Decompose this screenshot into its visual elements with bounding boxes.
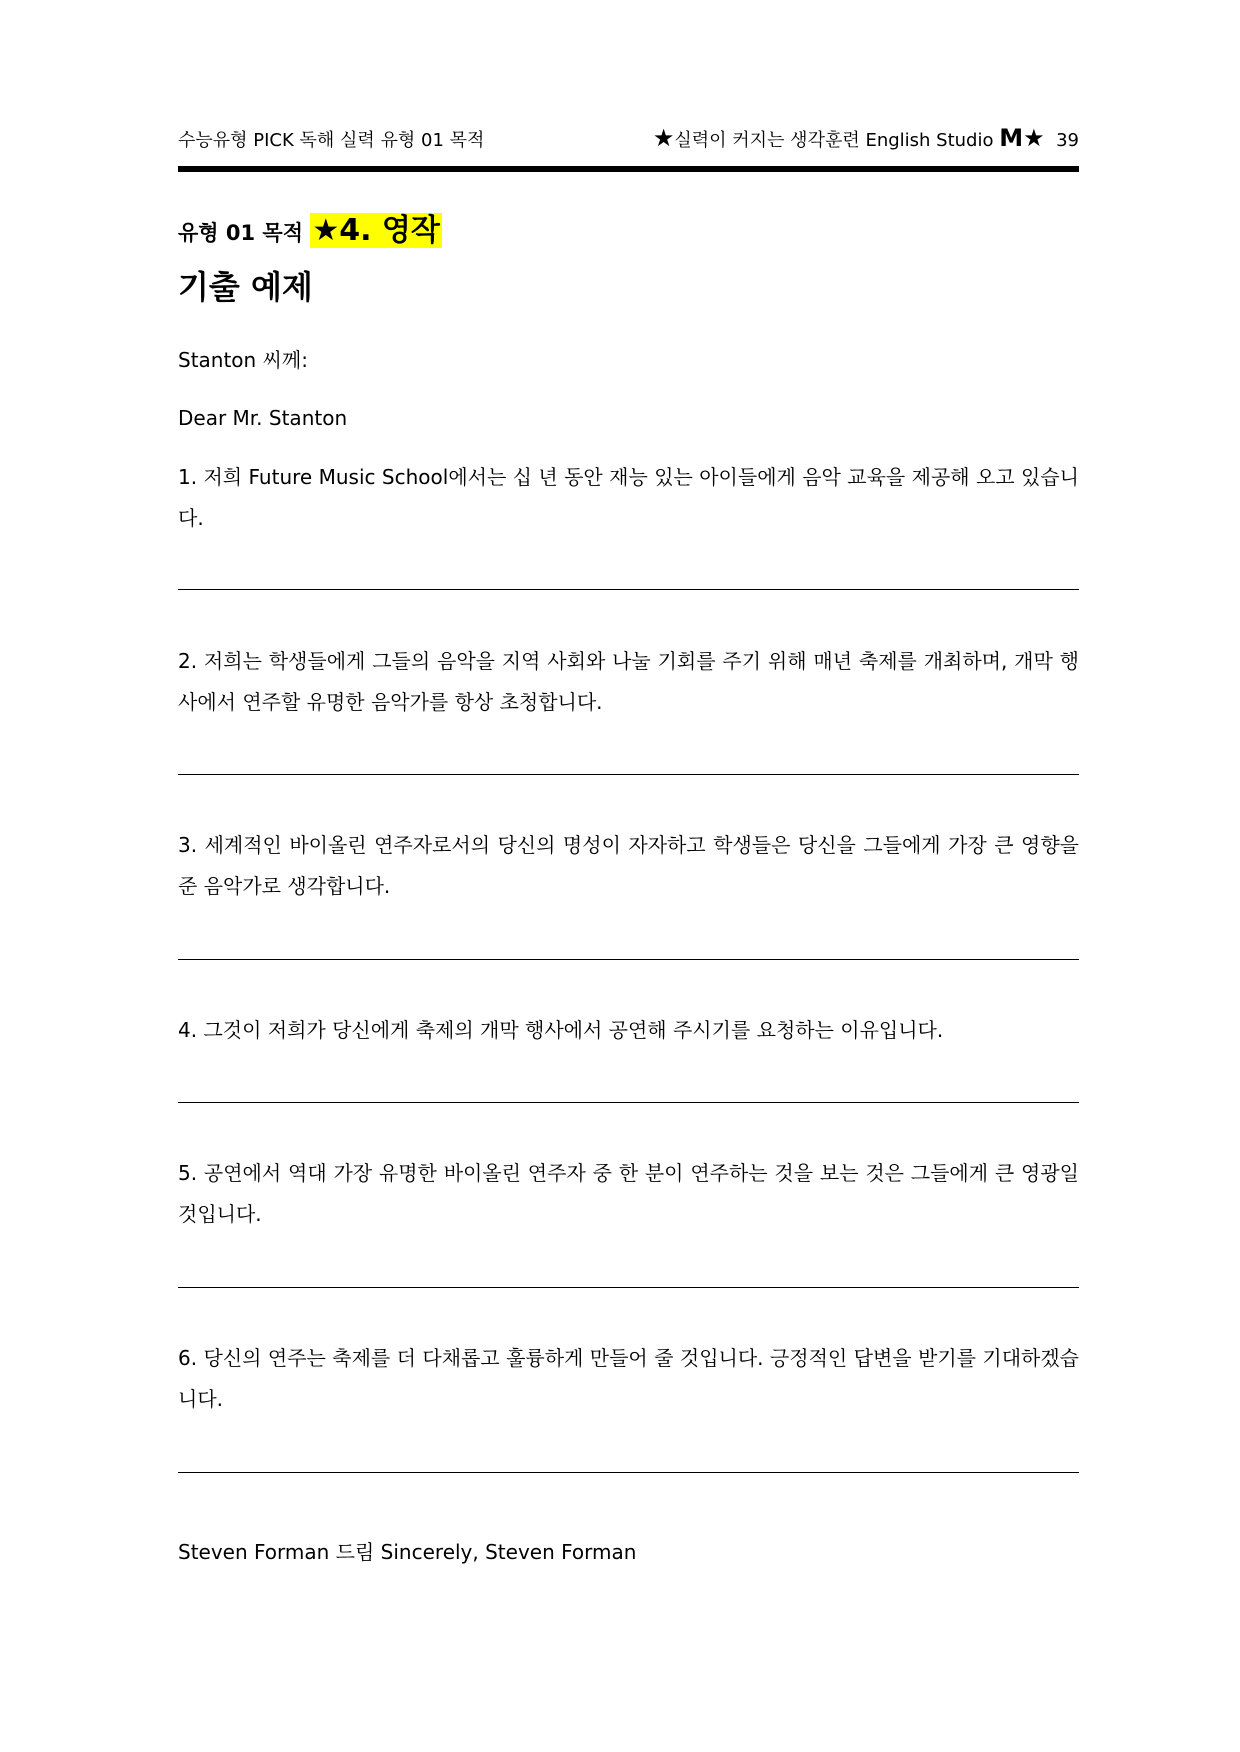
item-3: 3. 세계적인 바이올린 연주자로서의 당신의 명성이 자자하고 학생들은 당신을 그들에게 가장 큰 영향을 준 음악가로 생각합니다. — [178, 833, 1079, 898]
salutation-ko: Stanton 씨께: — [178, 348, 308, 372]
header-right — [653, 124, 1079, 152]
item-1: 1. 저희 Future Music School에서는 십 년 동안 재능 있는 아이들에게 음악 교육을 제공해 오고 있습니다. — [178, 465, 1079, 530]
answer-line-3[interactable] — [178, 959, 1079, 960]
section-heading — [178, 205, 1079, 249]
page-title: 기출 예제 — [178, 268, 313, 306]
answer-line-5[interactable] — [178, 1287, 1079, 1288]
header-rule — [178, 166, 1079, 172]
item-6: 6. 당신의 연주는 축제를 더 다채롭고 훌륭하게 만들어 줄 것입니다. 긍정적인 답변을 받기를 기대하겠습니다. — [178, 1346, 1079, 1411]
section-label: 유형 01 목적 — [178, 221, 303, 245]
header-series: 실력이 커지는 생각훈련 English Studio — [674, 130, 994, 151]
answer-line-6[interactable] — [178, 1472, 1079, 1473]
item-2: 2. 저희는 학생들에게 그들의 음악을 지역 사회와 나눌 기회를 주기 위해 매년 축제를 개최하며, 개막 행사에서 연주할 유명한 음악가를 항상 초청합니다. — [178, 649, 1079, 714]
highlight-title: ★4. 영작 — [312, 213, 440, 248]
item-4: 4. 그것이 저희가 당신에게 축제의 개막 행사에서 공연해 주시기를 요청하는 이유입니다. — [178, 1018, 944, 1042]
star-icon: ★ — [652, 124, 675, 152]
answer-line-2[interactable] — [178, 774, 1079, 775]
answer-line-1[interactable] — [178, 589, 1079, 590]
answer-line-4[interactable] — [178, 1102, 1079, 1103]
closing: Steven Forman 드림 Sincerely, Steven Forman — [178, 1540, 637, 1564]
item-5: 5. 공연에서 역대 가장 유명한 바이올린 연주자 중 한 분이 연주하는 것을 보는 것은 그들에게 큰 영광일 것입니다. — [178, 1161, 1079, 1226]
page-number: 39 — [1056, 130, 1079, 151]
brand-mark: M★ — [999, 124, 1045, 152]
page-header — [178, 124, 1079, 152]
header-left: 수능유형 PICK 독해 실력 유형 01 목적 — [178, 130, 485, 151]
salutation-en: Dear Mr. Stanton — [178, 406, 348, 430]
